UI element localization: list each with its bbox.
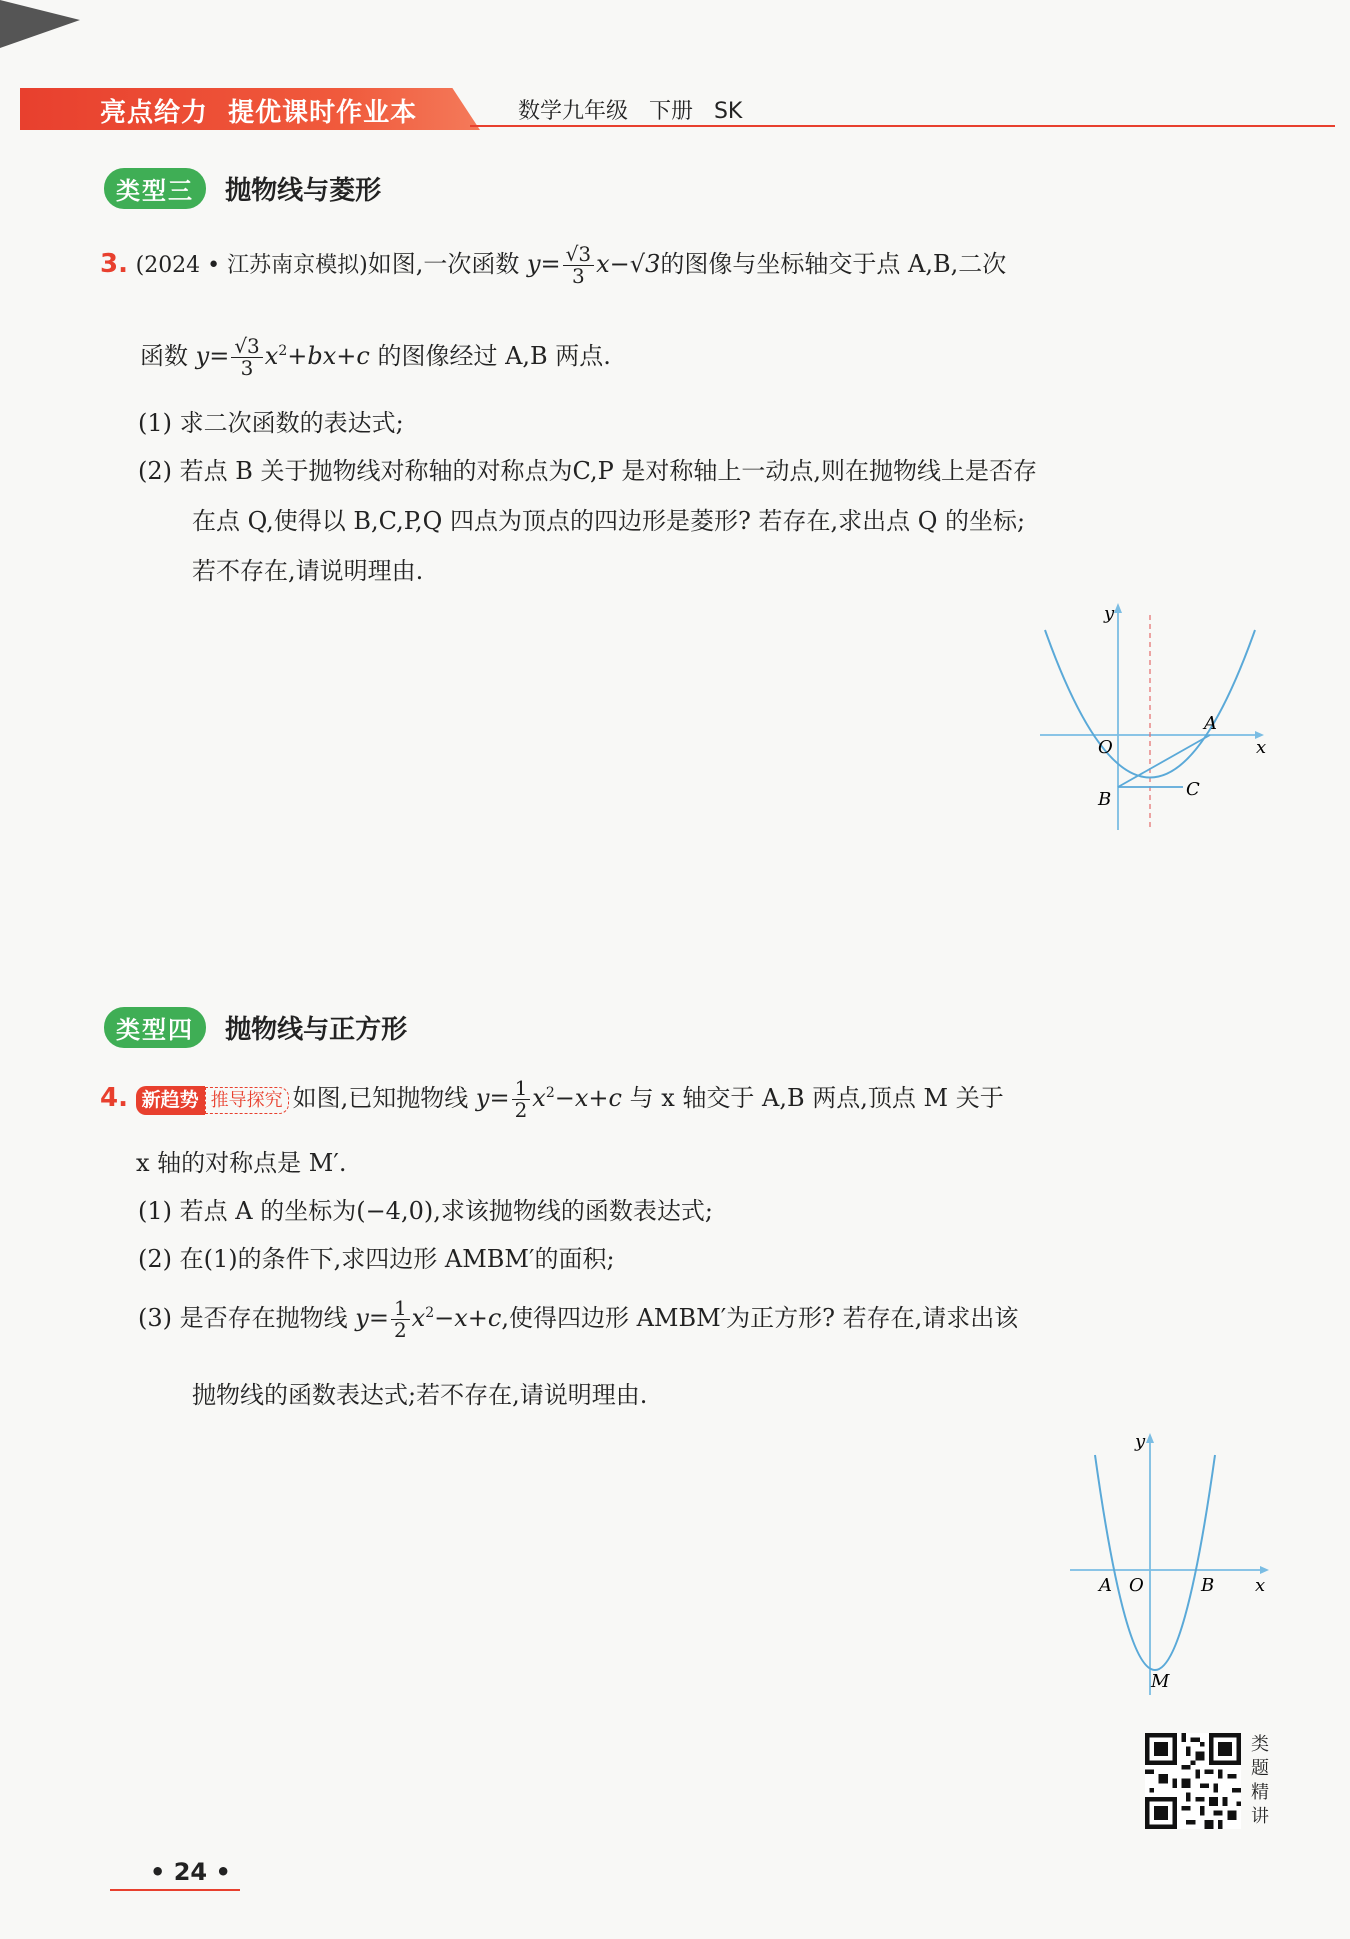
question-3-line-2 bbox=[140, 336, 611, 379]
math-y: y= bbox=[475, 1084, 510, 1112]
section-header-type3 bbox=[104, 168, 381, 209]
math-expression: −x+c bbox=[434, 1304, 502, 1332]
question-text: (3) 是否存在抛物线 bbox=[138, 1304, 356, 1332]
exponent: 2 bbox=[545, 1085, 555, 1101]
page-corner bbox=[0, 0, 90, 50]
section-header-type4 bbox=[104, 1007, 407, 1048]
y-axis-arrow bbox=[1146, 1433, 1154, 1443]
fraction bbox=[391, 1298, 410, 1341]
label-x: x bbox=[1255, 1575, 1266, 1596]
header-rule bbox=[470, 125, 1335, 127]
question-text: 的图像经过 A,B 两点. bbox=[369, 342, 611, 370]
math-x: x bbox=[532, 1084, 546, 1112]
question-number: 3. bbox=[100, 249, 128, 279]
question-3-part-2-end: 若不存在,请说明理由. bbox=[192, 557, 424, 585]
fraction-denominator: 2 bbox=[514, 1098, 528, 1122]
math-expression: x−√3 bbox=[596, 250, 661, 278]
label-x: x bbox=[1256, 737, 1267, 758]
label-a: A bbox=[1204, 713, 1217, 734]
question-text: ,使得四边形 AMBM′为正方形? 若存在,请求出该 bbox=[501, 1304, 1019, 1332]
label-y: y bbox=[1135, 1431, 1146, 1452]
fraction-numerator: √3 bbox=[231, 336, 262, 358]
math-x: x bbox=[411, 1304, 426, 1332]
question-3-part-1: (1) 求二次函数的表达式; bbox=[138, 409, 404, 437]
math-y: y= bbox=[355, 1304, 389, 1332]
figure-parabola-square bbox=[1065, 1425, 1280, 1705]
qr-caption: 类题精讲 bbox=[1251, 1734, 1269, 1827]
label-y: y bbox=[1104, 603, 1115, 624]
fraction bbox=[231, 336, 262, 379]
question-source: (2024 • 江苏南京模拟) bbox=[135, 253, 368, 278]
math-x: x bbox=[264, 342, 279, 370]
question-3-line-1 bbox=[100, 244, 1006, 287]
fraction-denominator: 2 bbox=[393, 1318, 407, 1342]
question-text: 的图像与坐标轴交于点 A,B,二次 bbox=[660, 250, 1007, 278]
book-info: 数学九年级 下册 SK bbox=[518, 99, 743, 124]
question-text: 如图,已知抛物线 bbox=[292, 1084, 476, 1112]
fraction-numerator: 1 bbox=[391, 1298, 410, 1320]
section-badge: 类型三 bbox=[104, 168, 206, 209]
math-expression: −x+c bbox=[554, 1084, 622, 1112]
fraction-numerator: 1 bbox=[512, 1078, 531, 1100]
derivation-tag: 推导探究 bbox=[205, 1087, 289, 1114]
page-number: • 24 • bbox=[150, 1858, 231, 1886]
fraction-denominator: 3 bbox=[572, 264, 585, 288]
question-text: 与 x 轴交于 A,B 两点,顶点 M 关于 bbox=[621, 1084, 1004, 1112]
fraction-numerator: √3 bbox=[563, 244, 594, 266]
question-4-line-1 bbox=[100, 1078, 1004, 1121]
question-number: 4. bbox=[100, 1083, 128, 1113]
new-trend-tag: 新趋势 bbox=[136, 1086, 205, 1115]
question-3-part-2-cont: 在点 Q,使得以 B,C,P,Q 四点为顶点的四边形是菱形? 若存在,求出点 Q 的坐标; bbox=[192, 507, 1026, 535]
y-axis-arrow bbox=[1114, 603, 1122, 613]
label-origin: O bbox=[1129, 1575, 1144, 1596]
label-origin: O bbox=[1098, 737, 1113, 758]
question-4-part-3 bbox=[138, 1298, 1018, 1341]
parabola bbox=[1095, 1455, 1215, 1670]
exponent: 2 bbox=[425, 1305, 435, 1321]
label-b: B bbox=[1098, 789, 1112, 810]
page-number-underline bbox=[110, 1889, 240, 1891]
label-a: A bbox=[1099, 1575, 1112, 1596]
series-title: 亮点给力 提优课时作业本 bbox=[100, 98, 418, 128]
section-badge: 类型四 bbox=[104, 1007, 206, 1048]
math-y: y= bbox=[527, 250, 561, 278]
label-m: M bbox=[1151, 1671, 1170, 1692]
fraction-denominator: 3 bbox=[240, 356, 254, 380]
figure-parabola-rhombus bbox=[1030, 595, 1270, 835]
label-b: B bbox=[1201, 1575, 1215, 1596]
fraction bbox=[563, 244, 594, 287]
question-4-part-3-cont: 抛物线的函数表达式;若不存在,请说明理由. bbox=[192, 1381, 648, 1409]
x-axis-arrow bbox=[1260, 1566, 1269, 1574]
question-4-part-2: (2) 在(1)的条件下,求四边形 AMBM′的面积; bbox=[138, 1245, 615, 1273]
question-4-line-2: x 轴的对称点是 M′. bbox=[136, 1149, 347, 1177]
qr-code[interactable] bbox=[1145, 1733, 1241, 1829]
label-c: C bbox=[1186, 779, 1200, 800]
question-text: 函数 bbox=[140, 342, 196, 370]
exponent: 2 bbox=[278, 343, 288, 359]
section-title: 抛物线与菱形 bbox=[225, 176, 382, 206]
math-expression: +bx+c bbox=[287, 342, 370, 370]
question-4-part-1: (1) 若点 A 的坐标为(−4,0),求该抛物线的函数表达式; bbox=[138, 1197, 713, 1225]
question-text: 如图,一次函数 bbox=[367, 250, 527, 278]
math-y: y= bbox=[195, 342, 230, 370]
section-title: 抛物线与正方形 bbox=[225, 1015, 408, 1045]
question-3-part-2: (2) 若点 B 关于抛物线对称轴的对称点为C,P 是对称轴上一动点,则在抛物线上是否存 bbox=[138, 457, 1038, 485]
fraction bbox=[512, 1078, 531, 1121]
